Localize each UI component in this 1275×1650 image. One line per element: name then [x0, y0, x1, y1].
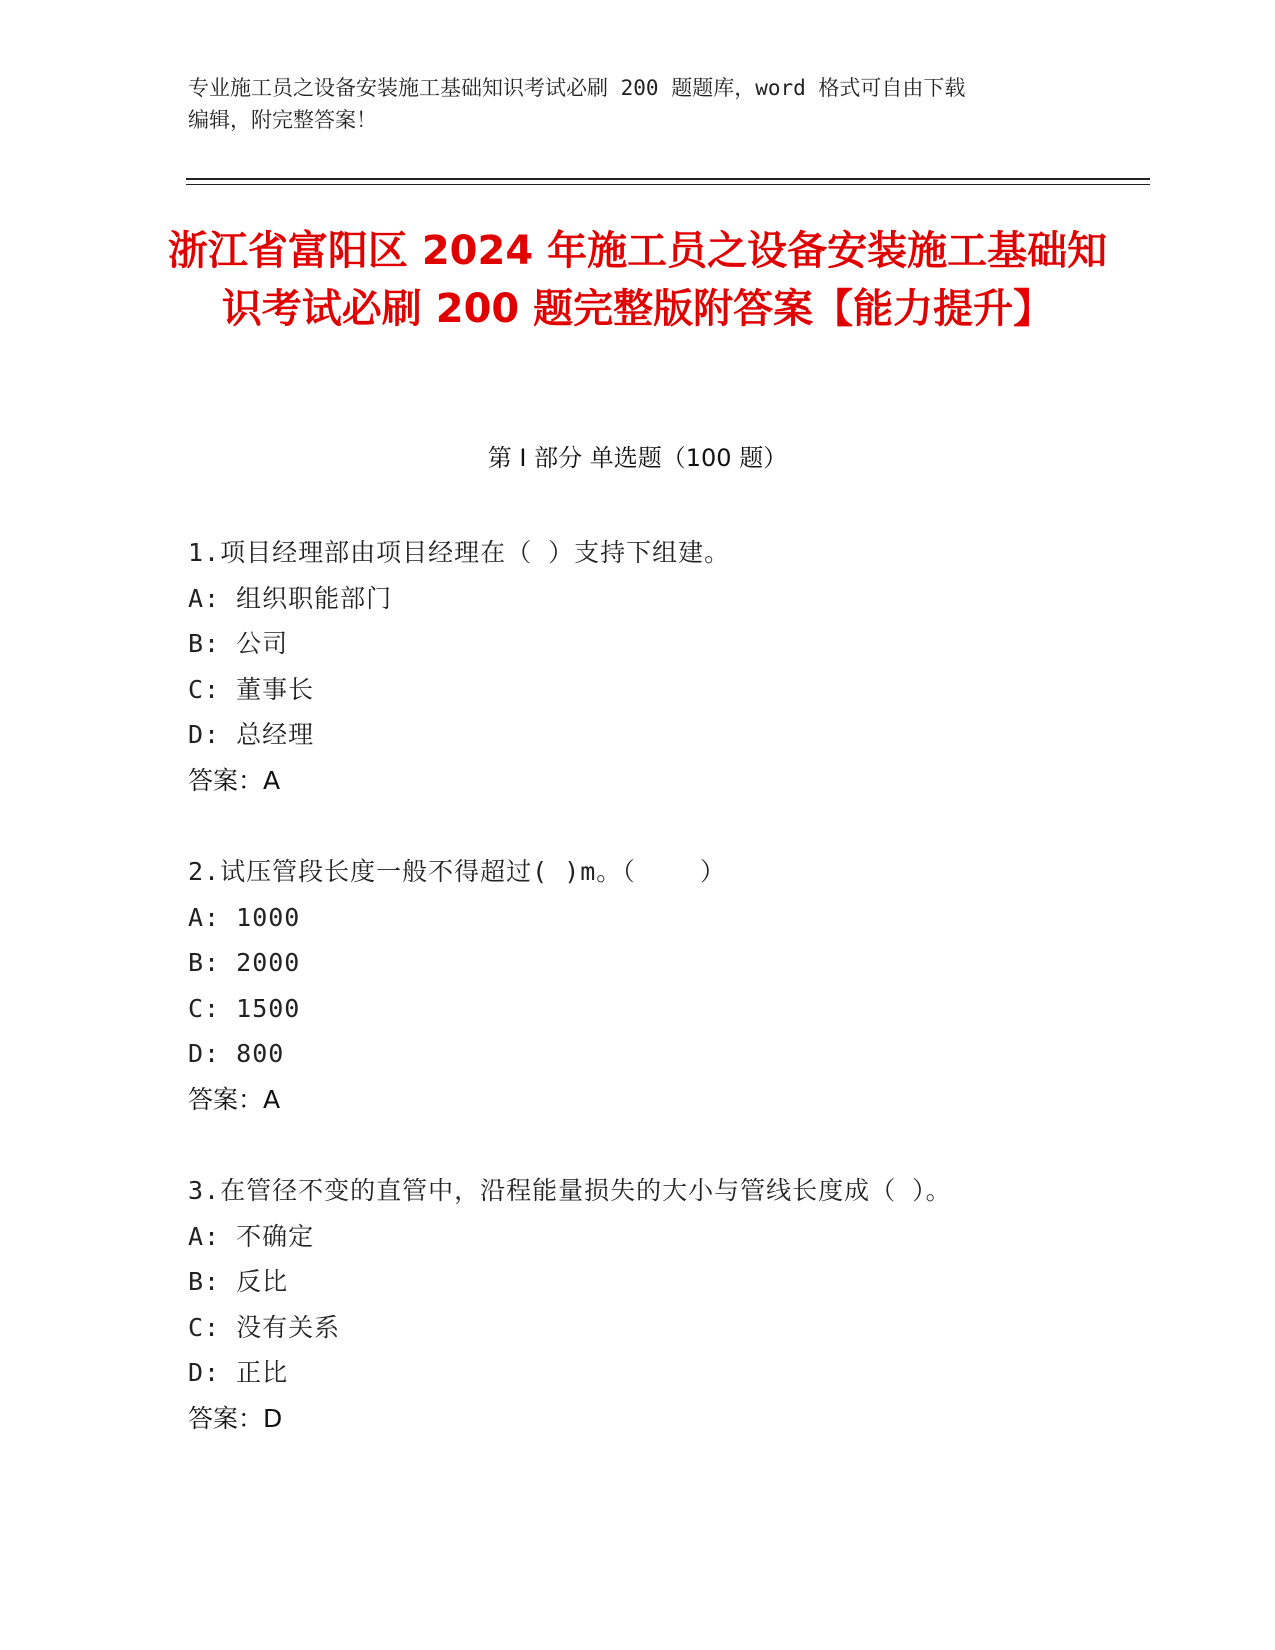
answer: 答案：D: [188, 1403, 283, 1433]
question-stem: 1.项目经理部由项目经理在（ ）支持下组建。: [188, 538, 731, 567]
question-list: [188, 530, 1148, 1487]
option-b: B: 公司: [188, 629, 289, 658]
question-1: [188, 530, 1148, 803]
header-divider-thick: [186, 178, 1150, 180]
header-note: [188, 72, 1088, 136]
question-3: [188, 1168, 1148, 1441]
section-title: 第 I 部分 单选题（100 题）: [487, 444, 788, 472]
option-a: A: 1000: [188, 902, 301, 932]
option-d: D: 正比: [188, 1358, 289, 1387]
option-b: B: 2000: [188, 948, 301, 977]
question-stem: 3.在管径不变的直管中，沿程能量损失的大小与管线长度成（ ）。: [188, 1176, 952, 1205]
header-note-line-1: 专业施工员之设备安装施工基础知识考试必刷 200 题题库，word 格式可自由下载: [188, 76, 966, 100]
option-a: A: 组织职能部门: [188, 583, 393, 613]
option-d: D: 总经理: [188, 720, 315, 749]
question-stem: 2.试压管段长度一般不得超过( )m。（ ）: [188, 857, 727, 886]
answer: 答案：A: [188, 1084, 281, 1114]
option-a: A: 不确定: [188, 1221, 315, 1251]
document-title: 浙江省富阳区 2024 年施工员之设备安装施工基础知识考试必刷 200 题完整版附答案【能力提升】: [167, 228, 1108, 332]
answer: 答案：A: [188, 765, 281, 795]
option-c: C: 没有关系: [188, 1312, 341, 1342]
header-divider-thin: [186, 184, 1150, 185]
header-note-line-2: 编辑，附完整答案！: [188, 108, 377, 132]
option-c: C: 1500: [188, 993, 301, 1023]
option-c: C: 董事长: [188, 674, 315, 704]
option-d: D: 800: [188, 1039, 285, 1068]
question-2: [188, 849, 1148, 1122]
option-b: B: 反比: [188, 1267, 289, 1296]
